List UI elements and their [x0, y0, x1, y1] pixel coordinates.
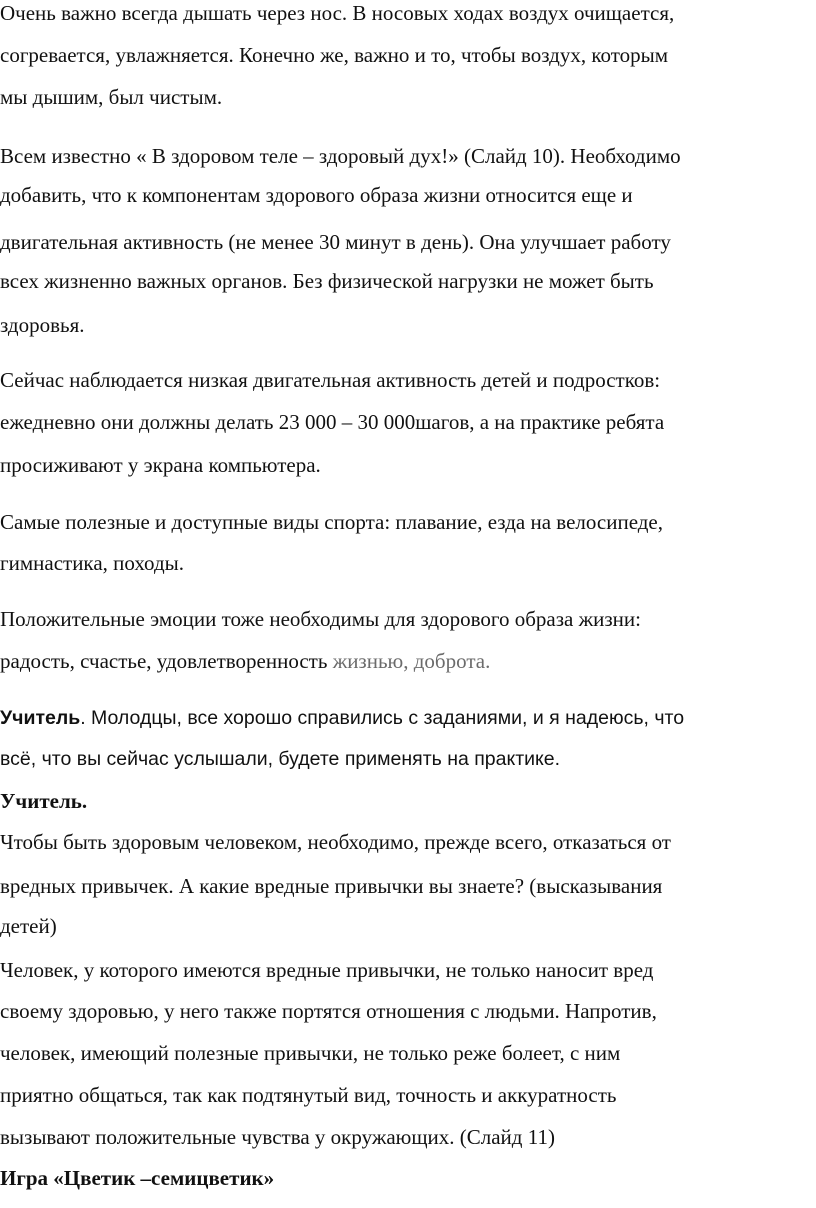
- text-line: Чтобы быть здоровым человеком, необходимо, прежде всего, отказаться от: [0, 830, 671, 854]
- teacher-line: [0, 705, 684, 731]
- text-line: двигательная активность (не менее 30 минут в день). Она улучшает работу: [0, 230, 671, 254]
- text-line: [0, 648, 490, 674]
- text-line: добавить, что к компонентам здорового образа жизни относится еще и: [0, 183, 633, 207]
- text-line: здоровья.: [0, 313, 85, 337]
- text-line: Самые полезные и доступные виды спорта: плавание, езда на велосипеде,: [0, 510, 663, 534]
- grey-text-span: жизнью, доброта.: [327, 649, 491, 673]
- text-line: просиживают у экрана компьютера.: [0, 453, 321, 477]
- teacher-label: Учитель: [0, 707, 81, 729]
- text-line: всех жизненно важных органов. Без физической нагрузки не может быть: [0, 269, 654, 293]
- text-line: Сейчас наблюдается низкая двигательная активность детей и подростков:: [0, 368, 661, 392]
- text-line: вызывают положительные чувства у окружающих. (Слайд 11): [0, 1125, 555, 1149]
- text-line: согревается, увлажняется. Конечно же, важно и то, чтобы воздух, которым: [0, 43, 669, 67]
- text-span: радость, счастье, удовлетворенность: [0, 649, 328, 673]
- game-heading: Игра «Цветик –семицветик»: [0, 1166, 275, 1190]
- text-line: приятно общаться, так как подтянутый вид, точность и аккуратность: [0, 1083, 617, 1107]
- text-line: Очень важно всегда дышать через нос. В носовых ходах воздух очищается,: [0, 1, 675, 25]
- text-line: всё, что вы сейчас услышали, будете применять на практике.: [0, 748, 561, 770]
- text-line: Всем известно « В здоровом теле – здоровый дух!» (Слайд 10). Необходимо: [0, 144, 681, 168]
- text-line: своему здоровью, у него также портятся отношения с людьми. Напротив,: [0, 999, 657, 1023]
- teacher-heading: Учитель.: [0, 789, 88, 813]
- text-line: мы дышим, был чистым.: [0, 85, 223, 109]
- text-line: гимнастика, походы.: [0, 551, 184, 575]
- text-line: детей): [0, 914, 57, 938]
- text-line: Человек, у которого имеются вредные привычки, не только наносит вред: [0, 958, 654, 982]
- text-line: ежедневно они должны делать 23 000 – 30 000шагов, а на практике ребята: [0, 410, 665, 434]
- text-line: человек, имеющий полезные привычки, не только реже болеет, с ним: [0, 1041, 621, 1065]
- text-line: Положительные эмоции тоже необходимы для здорового образа жизни:: [0, 607, 641, 631]
- text-line: вредных привычек. А какие вредные привычки вы знаете? (высказывания: [0, 874, 663, 898]
- text-span: . Молодцы, все хорошо справились с заданиями, и я надеюсь, что: [80, 707, 685, 729]
